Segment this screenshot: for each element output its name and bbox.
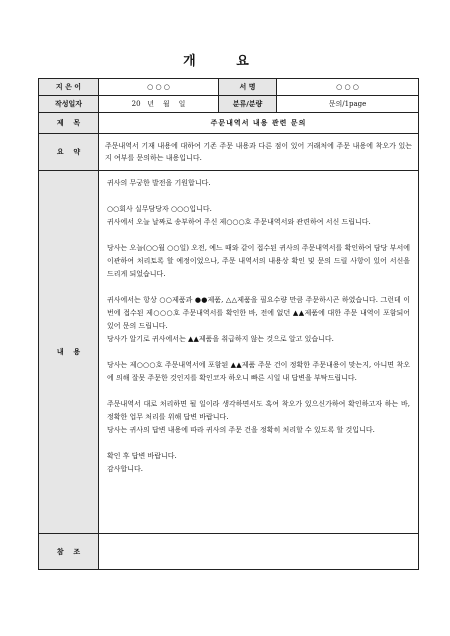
date-value: 20 년 월 일	[99, 96, 219, 113]
content-label: 내 용	[39, 171, 99, 534]
date-label: 작성일자	[39, 96, 99, 113]
category-value: 문의/1page	[277, 96, 419, 113]
signature-label: 서 명	[219, 79, 277, 96]
document-title: 개 요	[183, 54, 267, 69]
content-paragraph-intro: ○○회사 실무담당자 ○○○입니다. 귀사에서 오늘 날짜로 송부하여 주신 제○○○호 주문내역서와 관련하여 서신 드립니다.	[107, 205, 371, 226]
summary-label: 요 약	[39, 134, 99, 171]
content-paragraph-reason: 주문내역서 대로 처리하면 될 일이라 생각하면서도 혹여 착오가 있으신가하여 확인하고자 하는 바, 정확한 업무 처리를 위해 답변 바랍니다. 당사는 귀사의 답변 내용에 따라 귀사의 주문 건을 정확히 처리할 수 있도록 할 것입니다.	[107, 400, 410, 434]
writer-row	[39, 79, 419, 96]
summary-form-table	[38, 78, 419, 570]
content-paragraph-background: 당사는 오늘(○○월 ○○일) 오전, 예느 때와 같이 접수된 귀사의 주문내역서를 확인하여 담당 부서에 이관하여 처리토록 할 예정이었으나, 주문 내역서의 내용상 확인 및 문의 드릴 사항이 있어 서신을 드리게 되었습니다.	[107, 244, 410, 278]
writer-label: 지 은 이	[39, 79, 99, 96]
summary-text: 주문내역서 기재 내용에 대하여 기존 주문 내용과 다른 점이 있어 거래처에 주문 내용에 착오가 있는지 여부를 문의하는 내용입니다.	[99, 134, 419, 171]
signature-value: ○ ○ ○	[277, 79, 419, 96]
category-label: 분류/분량	[219, 96, 277, 113]
date-row	[39, 96, 419, 113]
subject-label: 제 목	[39, 113, 99, 134]
subject-row	[39, 113, 419, 134]
content-body	[99, 171, 419, 534]
summary-row	[39, 134, 419, 171]
subject-value: 주문내역서 내용 관련 문의	[99, 113, 419, 134]
reference-value	[99, 534, 419, 570]
content-paragraph-issue: 귀사에서는 항상 ○○제품과 ●●제품, △△제품을 필요수량 만큼 주문하시곤 하였습니다. 그런데 이번에 접수된 제○○○호 주문내역서를 확인한 바, 전에 없던 ▲▲제품에 대한 주문 내역이 포함되어 있어 문의 드립니다. 당사가 알기로 귀사에서는 ▲▲제품을 취급하지 않는 것으로 알고 있습니다.	[107, 296, 410, 343]
content-row	[39, 171, 419, 534]
content-paragraph-closing: 확인 후 답변 바랍니다. 감사합니다.	[107, 452, 177, 473]
reference-row	[39, 534, 419, 570]
writer-value: ○ ○ ○	[99, 79, 219, 96]
content-paragraph-greeting: 귀사의 무궁한 발전을 기원합니다.	[107, 179, 211, 187]
content-paragraph-request: 당사는 제○○○호 주문내역서에 포함된 ▲▲제품 주문 건이 정확한 주문내용이 맞는지, 아니면 착오에 의해 잘못 주문한 것인지를 확인코자 하오니 빠른 시일 내 답변을 부탁드립니다.	[107, 361, 410, 382]
reference-label: 참 조	[39, 534, 99, 570]
